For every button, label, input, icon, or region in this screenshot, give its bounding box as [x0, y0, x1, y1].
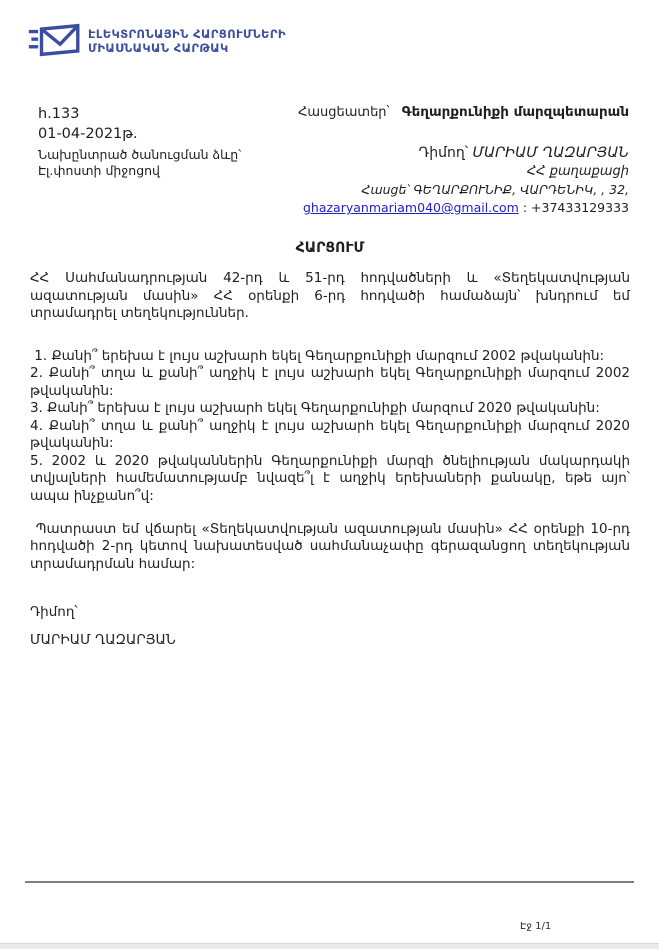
applicant-address: Հասցե՝ ԳԵՂԱՐՔՈՒՆԻՔ, ՎԱՐԴԵՆԻԿ, , 32,: [361, 182, 629, 198]
request-date: 01-04-2021թ.: [38, 126, 138, 143]
questions-list: [30, 347, 635, 506]
footer-divider: [25, 881, 634, 883]
notification-method-value: Էլ.փոստի միջոցով: [38, 163, 160, 179]
logo-line-1: ԷԼԵԿՏՐՈՆԱՅԻՆ ՀԱՐՑՈՒՄՆԵՐԻ: [88, 27, 286, 42]
request-meta: [38, 104, 241, 180]
applicant-contacts: [298, 199, 629, 218]
email-link[interactable]: ghazaryanmariam040@gmail.com: [302, 200, 519, 216]
signature-name: ՄԱՐԻԱՄ ՂԱԶԱՐՅԱՆ: [30, 632, 176, 649]
document-body: [30, 240, 635, 649]
intro-paragraph: ՀՀ Սահմանադրության 42-րդ և 51-րդ հոդվածների և «Տեղեկատվության ազատության մասին» ՀՀ օրենքի 6-րդ հոդվածի համաձայն՝ խնդրում եմ տրամադրել տեղեկություններ.: [30, 270, 635, 322]
request-number: հ.133: [38, 106, 80, 122]
question-item-5: 5. 2002 և 2020 թվականներին Գեղարքունիքի մարզի ծնելիության մակարդակի տվյալների համեմատությամբ նվազե՞լ է աղջիկ երեխաների քանակը, եթե այո՝ ապա ինչքանո՞վ:: [30, 452, 635, 505]
applicant-label: Դիմող՝: [418, 145, 469, 161]
applicant-name: ՄԱՐԻԱՄ ՂԱԶԱՐՅԱՆ: [472, 145, 629, 161]
applicant-line: [298, 144, 629, 163]
logo-line-2: ՄԻԱՍՆԱԿԱՆ ՀԱՐԹԱԿ: [88, 41, 229, 55]
envelope-icon: [28, 20, 82, 64]
addressee-value: Գեղարքունիքի մարզպետարան: [401, 104, 629, 120]
signature-label: Դիմող՝: [30, 604, 78, 621]
question-item-1: 1. Քանի՞ երեխա է լույս աշխարհ եկել Գեղարքունիքի մարզում 2002 թվականին:: [30, 347, 605, 364]
applicant-citizenship: ՀՀ քաղաքացի: [526, 163, 629, 179]
question-item-3: 3. Քանի՞ երեխա է լույս աշխարհ եկել Գեղարքունիքի մարզում 2020 թվականին:: [30, 400, 600, 417]
notification-method-label: Նախընտրած ծանուցման ձևը՝: [38, 146, 242, 162]
question-item-2: 2. Քանի՞ տղա և քանի՞ աղջիկ է լույս աշխարհ եկել Գեղարքունիքի մարզում 2002 թվականին:: [30, 365, 635, 399]
page-number: Էջ 1/1: [520, 921, 552, 932]
window-bottom-bar: [0, 943, 659, 949]
document-title: ՀԱՐՑՈՒՄ: [295, 240, 365, 256]
addressee-line: [298, 104, 629, 120]
payment-paragraph: Պատրաստ եմ վճարել «Տեղեկատվության ազատության մասին» ՀՀ օրենքի 10-րդ հոդվածի 2-րդ կետով նախատեսված սահմանաչափը գերազանցող տեղեկության տրամադրման համար:: [30, 520, 635, 572]
contact-separator: :: [518, 200, 532, 216]
question-item-4: 4. Քանի՞ տղա և քանի՞ աղջիկ է լույս աշխարհ եկել Գեղարքունիքի մարզում 2020 թվականին:: [30, 417, 635, 452]
parties-block: [298, 104, 629, 218]
addressee-label: Հասցեատեր՝: [298, 105, 390, 120]
platform-logo-text: [88, 28, 286, 56]
platform-logo: [28, 20, 286, 64]
applicant-phone: +37433129333: [531, 200, 629, 216]
